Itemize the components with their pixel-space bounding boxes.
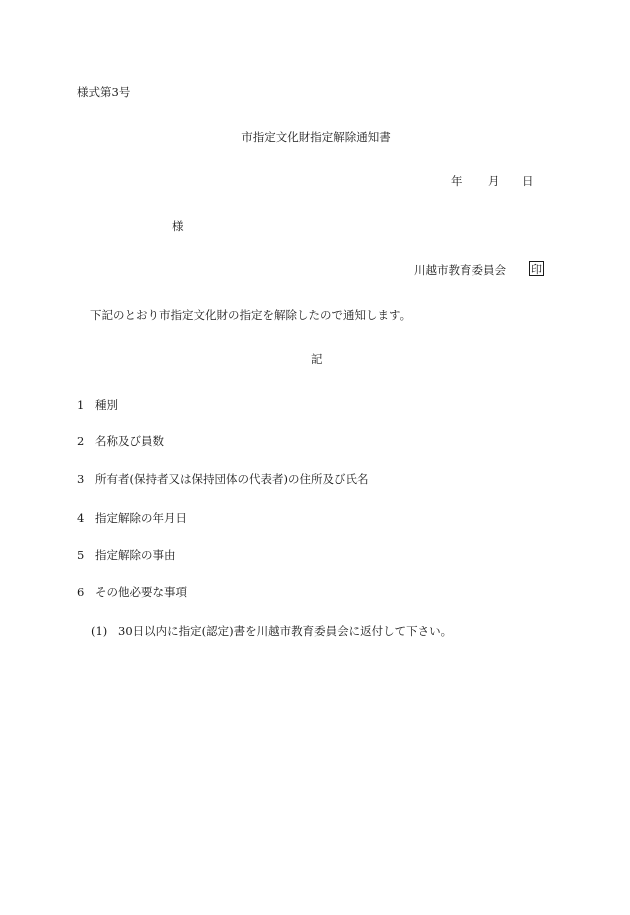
item-text: 名称及び員数	[95, 434, 164, 448]
item-text: その他必要な事項	[95, 585, 187, 599]
sub-item-text: 30日以内に指定(認定)書を川越市教育委員会に返付して下さい。	[118, 624, 453, 638]
addressee-suffix: 様	[172, 219, 184, 233]
item-text: 指定解除の事由	[95, 548, 176, 562]
item-text: 所有者(保持者又は保持団体の代表者)の住所及び氏名	[95, 472, 369, 486]
item-number: 3	[77, 472, 85, 486]
sub-item-number: (1)	[91, 624, 108, 638]
item-text: 指定解除の年月日	[95, 511, 187, 525]
item-number: 6	[77, 585, 85, 599]
list-item	[77, 434, 164, 448]
issuer-name: 川越市教育委員会	[414, 263, 506, 277]
body-text: 下記のとおり市指定文化財の指定を解除したので通知します。	[90, 308, 412, 322]
date-month-label: 月	[488, 174, 500, 188]
list-item	[77, 472, 368, 486]
list-item	[77, 548, 176, 562]
ki-heading: 記	[311, 352, 323, 366]
item-number: 2	[77, 434, 85, 448]
item-text: 種別	[95, 398, 118, 412]
item-number: 1	[77, 398, 85, 412]
date-day-label: 日	[522, 174, 534, 188]
seal-mark: 印	[531, 263, 542, 276]
sub-list-item	[91, 624, 452, 638]
item-number: 4	[77, 511, 85, 525]
form-number: 様式第3号	[77, 85, 131, 99]
list-item	[77, 585, 187, 599]
list-item	[77, 511, 187, 525]
date-year-label: 年	[451, 174, 463, 188]
list-item	[77, 398, 118, 412]
item-number: 5	[77, 548, 85, 562]
document-title: 市指定文化財指定解除通知書	[241, 130, 391, 144]
